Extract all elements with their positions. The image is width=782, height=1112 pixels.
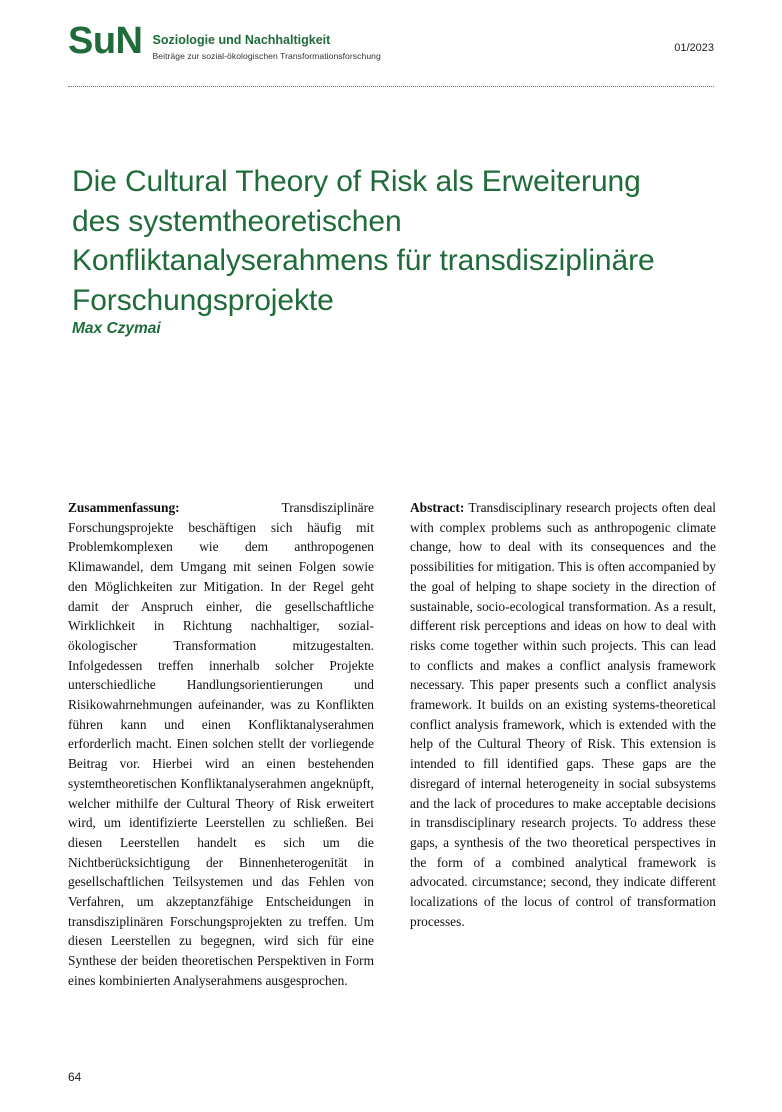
abstract-german — [68, 498, 374, 991]
abstract-english-label: Abstract: — [410, 500, 465, 515]
issue-number: 01/2023 — [674, 42, 714, 54]
abstract-english-text: Transdisciplinary research projects often deal with complex problems such as anthropogenic climate change, how to deal with its consequences and the possibilities for mitigation. This is often accompanied by the goal of helping to shape society in the direction of sustainable, socio-ecological transformation. As a result, different risk perceptions and ideas on how to deal with risks come together within such projects. This can lead to conflicts and makes a conflict analysis framework necessary. This paper presents such a conflict analysis framework. It builds on an existing systems-theoretical conflict analysis framework, which is extended with the help of the Cultural Theory of Risk. This extension is intended to fill identified gaps. These gaps are the disregard of internal heterogeneity in social subsystems and the lack of procedures to make acceptable decisions in transdisciplinary research projects. To address these gaps, a synthesis of the two theoretical perspectives in the form of a combined analytical framework is advocated. circumstance; second, they indicate different localizations of the locus of control of transformation processes. — [410, 500, 716, 929]
journal-logo — [68, 22, 381, 61]
author-name: Max Czymai — [72, 320, 161, 337]
journal-logo-text — [153, 22, 381, 61]
page-header — [68, 22, 714, 84]
page-number: 64 — [68, 1070, 82, 1084]
journal-title: Soziologie und Nachhaltigkeit — [152, 33, 331, 47]
journal-subtitle: Beiträge zur sozial-ökologischen Transformationsforschung — [152, 50, 381, 61]
abstract-columns — [68, 498, 716, 991]
header-divider — [68, 86, 714, 87]
abstract-german-label: Zusammenfassung: — [68, 500, 180, 515]
abstract-english — [410, 498, 716, 991]
abstract-german-text: Transdisziplinäre Forschungsprojekte beschäftigen sich häufig mit Problemkomplexen wie dem anthropogenen Klimawandel, dem Umgang mit seinen Folgen sowie den Möglichkeiten zur Mitigation. In der Regel geht damit der Anspruch einher, die gesellschaftliche Wirklichkeit in Richtung nachhaltiger, sozial-ökologischer Transformation mitzugestalten. Infolgedessen treffen innerhalb solcher Projekte unterschiedliche Handlungsorientierungen und Risikowahrnehmungen aufeinander, was zu Konflikten führen kann und einen Konfliktanalyserahmen erforderlich macht. Einen solchen stellt der vorliegende Beitrag vor. Hierbei wird an einen bestehenden systemtheoretischen Konfliktanalyserahmen angeknüpft, welcher mithilfe der Cultural Theory of Risk erweitert wird, um identifizierte Leerstellen zu schließen. Bei diesen Leerstellen handelt es sich um die Nichtberücksichtigung der Binnenheterogenität in gesellschaftlichen Teilsystemen und das Fehlen von Verfahren, um akzeptanzfähige Entscheidungen in transdisziplinären Forschungsprojekten zu treffen. Um diesen Leerstellen zu begegnen, wird sich für eine Synthese der beiden theoretischen Perspektiven in Form eines kombinierten Analyserahmens ausgesprochen. — [68, 500, 374, 988]
journal-logo-mark: SuN — [68, 20, 143, 62]
page-title: Die Cultural Theory of Risk als Erweiterung des systemtheoretischen Konfliktanalyserahmens für transdisziplinäre Forschungsprojekte — [72, 165, 655, 317]
